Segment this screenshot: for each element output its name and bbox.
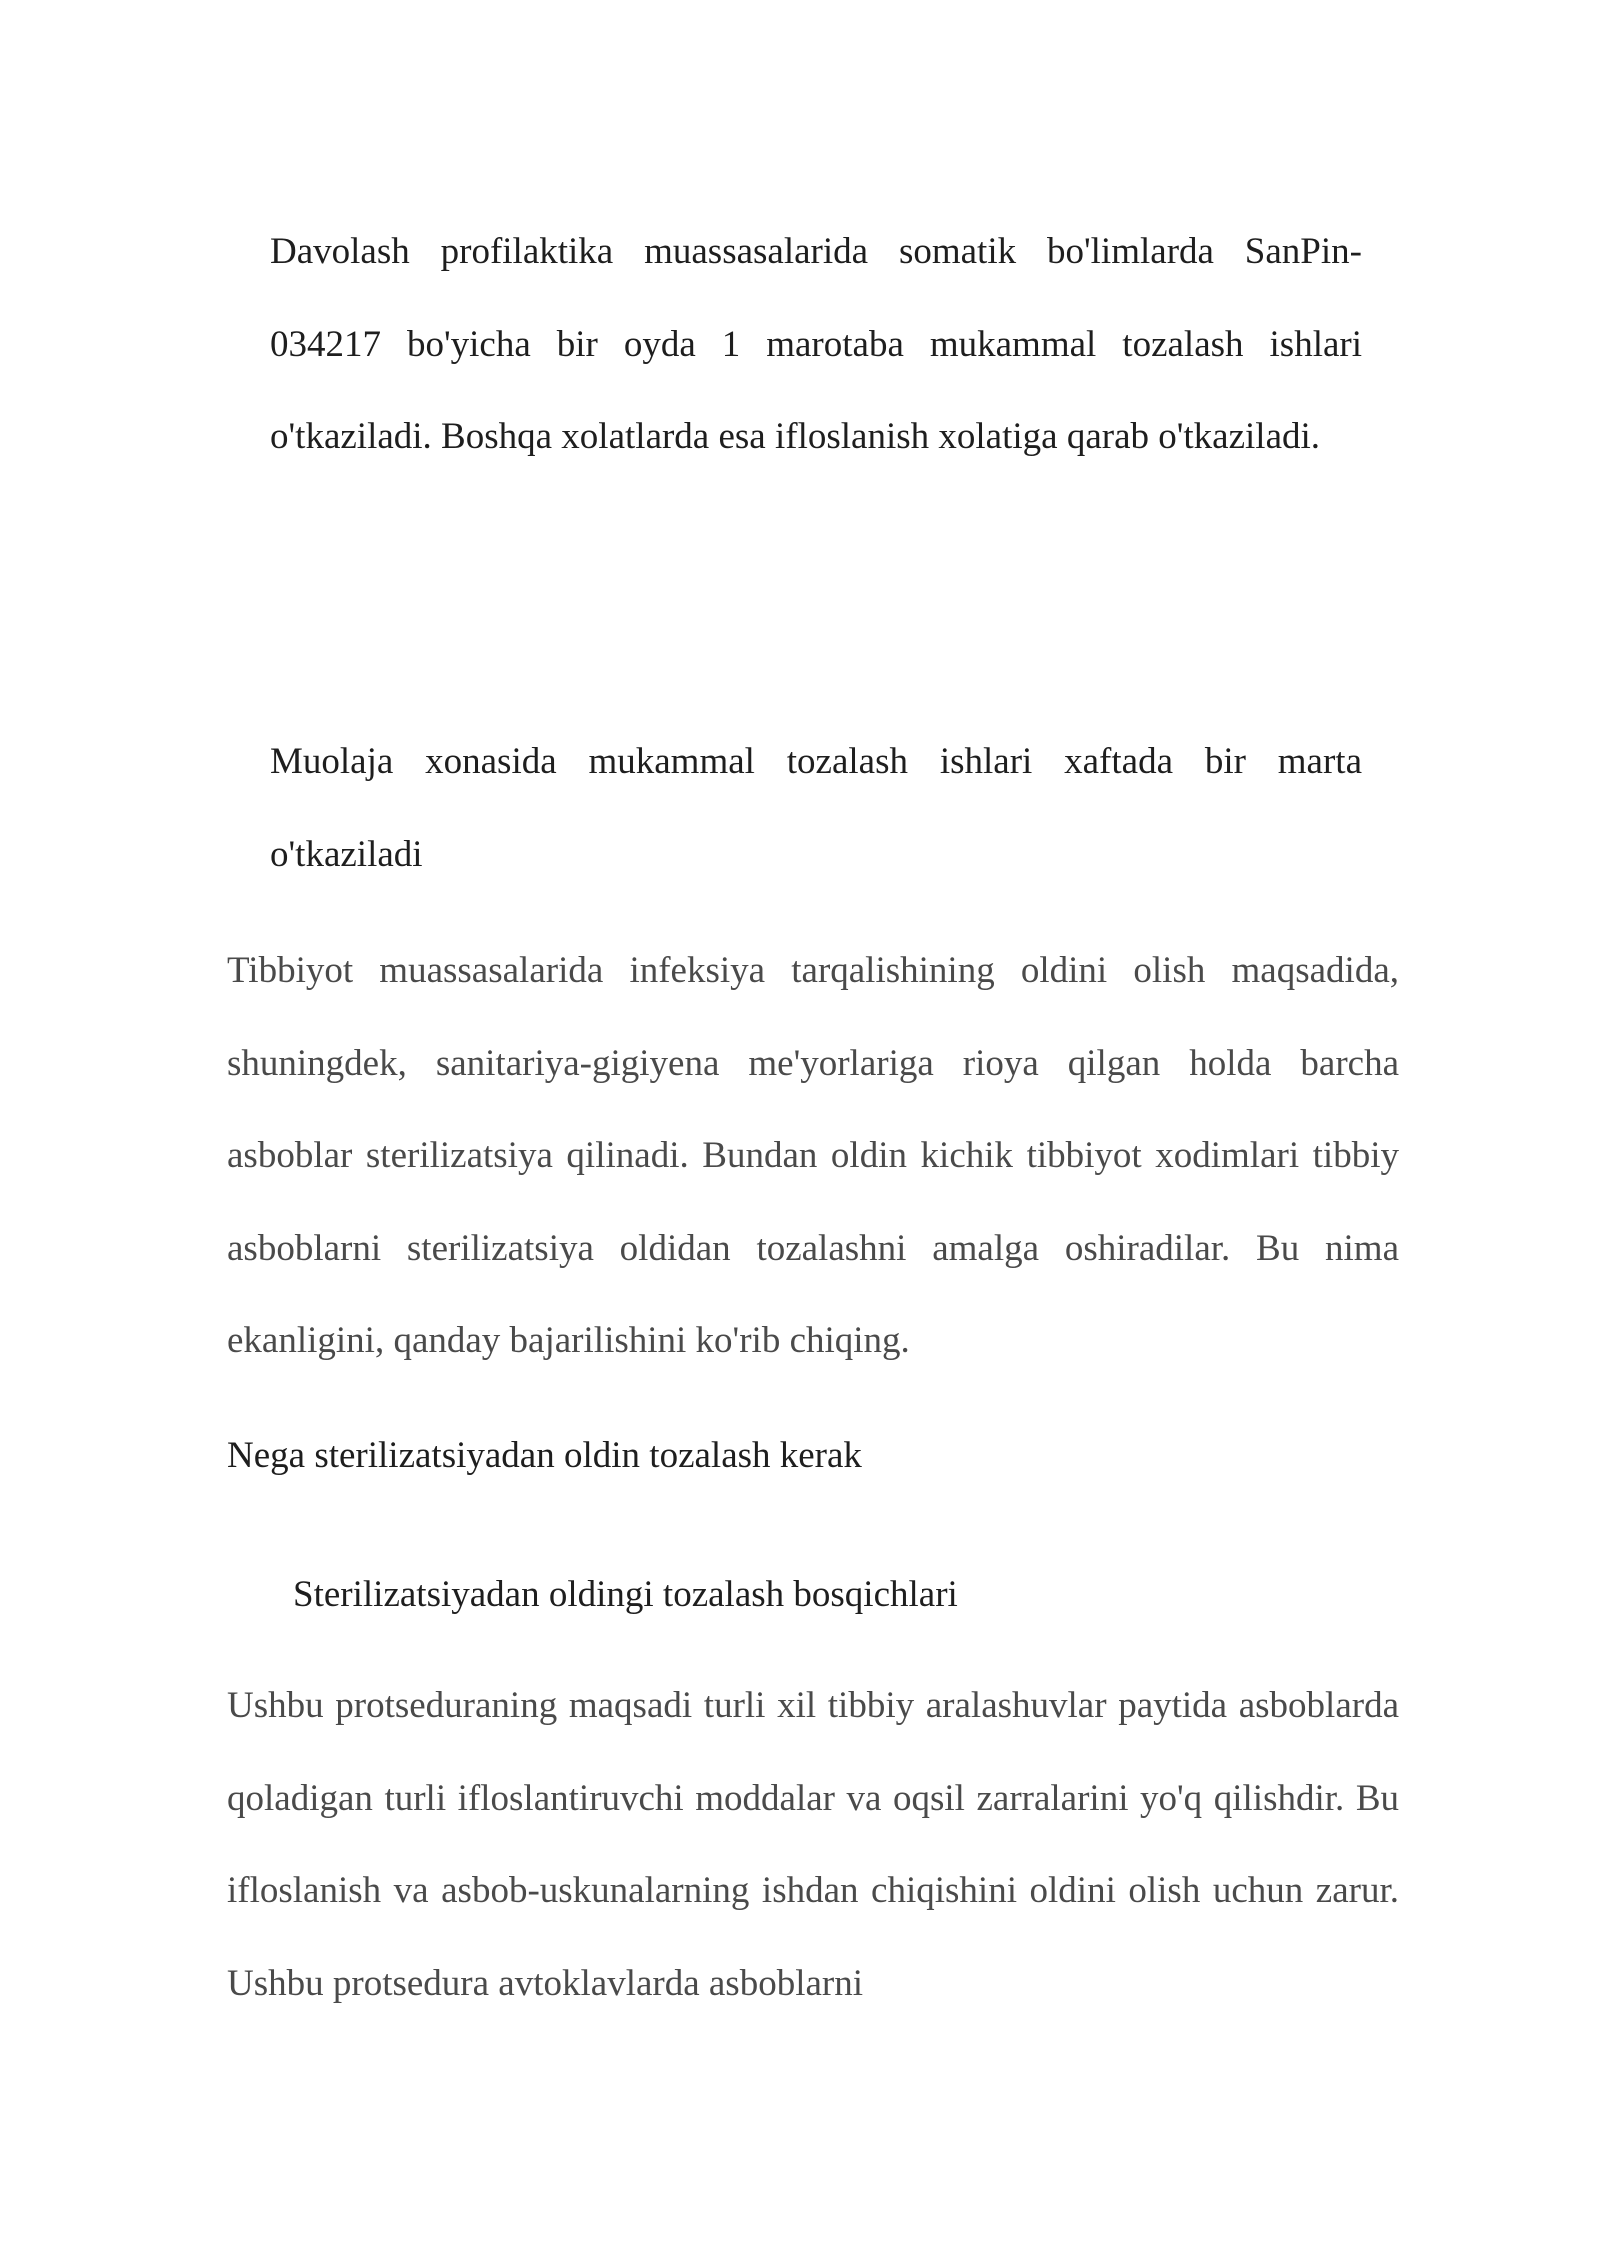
paragraph-sterilization-intro: Tibbiyot muassasalarida infeksiya tarqalishining oldini olish maqsadida, shuningdek, sanitariya-gigiyena me'yorlariga rioya qilgan holda barcha asboblar sterilizatsiya qilinadi. Bundan oldin kichik tibbiyot xodimlari tibbiy asboblarni sterilizatsiya oldidan tozalashni amalga oshiradilar. Bu nima ekanligini, qanday bajarilishini ko'rib chiqing. [227,950,1399,1361]
heading-cleaning-stages: Sterilizatsiyadan oldingi tozalash bosqichlari [293,1574,958,1615]
paragraph-treatment-room: Muolaja xonasida mukammal tozalash ishlari xaftada bir marta o'tkaziladi [270,741,1362,875]
paragraph-cleaning-schedule: Davolash profilaktika muassasalarida somatik bo'limlarda SanPin-034217 bo'yicha bir oyda 1 marotaba mukammal tozalash ishlari o'tkaziladi. Boshqa xolatlarda esa ifloslanish xolatiga qarab o'tkaziladi. [270,231,1362,457]
paragraph-procedure-purpose: Ushbu protseduraning maqsadi turli xil tibbiy aralashuvlar paytida asboblarda qoladigan turli ifloslantiruvchi moddalar va oqsil zarralarini yo'q qilishdir. Bu ifloslanish va asbob-uskunalarning ishdan chiqishini oldini olish uchun zarur. Ushbu protsedura avtoklavlarda asboblarni [227,1685,1399,2004]
heading-why-cleaning: Nega sterilizatsiyadan oldin tozalash kerak [227,1435,862,1476]
